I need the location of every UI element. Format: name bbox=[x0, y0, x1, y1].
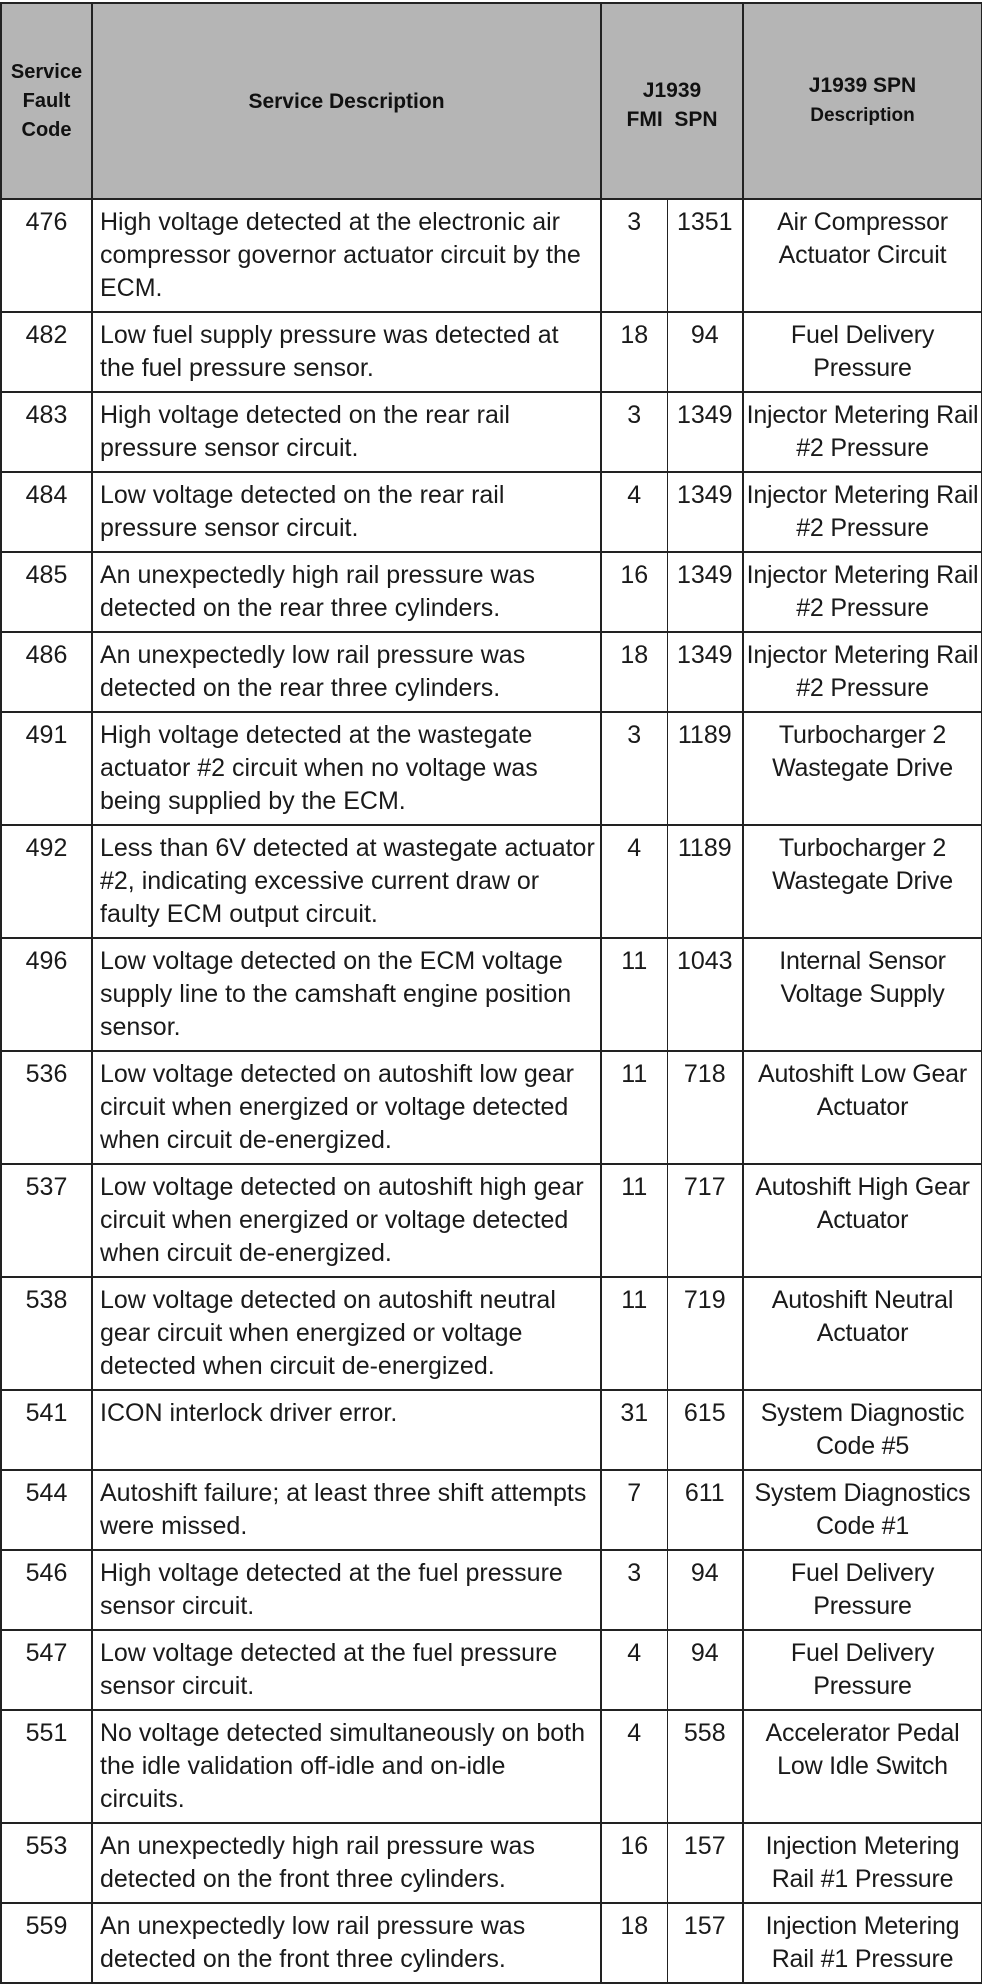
fault-code-cell: 541 bbox=[1, 1390, 92, 1470]
fault-code-cell: 538 bbox=[1, 1277, 92, 1390]
table-body bbox=[1, 199, 982, 1983]
service-description-cell: Low voltage detected on autoshift neutral gear circuit when energized or voltage detected when circuit de-energized. bbox=[92, 1277, 601, 1390]
spn-description-cell: Fuel Delivery Pressure bbox=[743, 312, 982, 392]
service-description-cell: High voltage detected at the electronic air compressor governor actuator circuit by the ECM. bbox=[92, 199, 601, 312]
service-description-cell: Low fuel supply pressure was detected at the fuel pressure sensor. bbox=[92, 312, 601, 392]
table-row bbox=[1, 552, 982, 632]
service-description-cell: Low voltage detected on autoshift low gear circuit when energized or voltage detected when circuit de-energized. bbox=[92, 1051, 601, 1164]
service-description-cell: An unexpectedly low rail pressure was detected on the front three cylinders. bbox=[92, 1903, 601, 1983]
spn-description-cell: Injector Metering Rail #2 Pressure bbox=[743, 472, 982, 552]
spn-description-cell: Autoshift High Gear Actuator bbox=[743, 1164, 982, 1277]
header-service-description: Service Description bbox=[92, 3, 601, 199]
fault-code-cell: 544 bbox=[1, 1470, 92, 1550]
fault-code-cell: 491 bbox=[1, 712, 92, 825]
table-row bbox=[1, 199, 982, 312]
service-description-cell: Low voltage detected at the fuel pressure sensor circuit. bbox=[92, 1630, 601, 1710]
fault-code-cell: 484 bbox=[1, 472, 92, 552]
header-j1939-label: J1939 bbox=[642, 79, 702, 102]
fmi-cell: 3 bbox=[601, 392, 667, 472]
table-row bbox=[1, 1710, 982, 1823]
header-spn-desc-line1: J1939 SPN bbox=[808, 74, 917, 97]
table-row bbox=[1, 1277, 982, 1390]
header-code-line: Code bbox=[21, 118, 72, 141]
spn-cell: 94 bbox=[667, 1550, 743, 1630]
spn-description-cell: Autoshift Low Gear Actuator bbox=[743, 1051, 982, 1164]
fmi-cell: 3 bbox=[601, 1550, 667, 1630]
spn-cell: 157 bbox=[667, 1903, 743, 1983]
spn-cell: 1189 bbox=[667, 825, 743, 938]
fault-code-cell: 486 bbox=[1, 632, 92, 712]
spn-description-cell: System Diagnostic Code #5 bbox=[743, 1390, 982, 1470]
table-header bbox=[1, 3, 982, 199]
table-row bbox=[1, 472, 982, 552]
spn-cell: 1349 bbox=[667, 472, 743, 552]
spn-description-cell: Injection Metering Rail #1 Pressure bbox=[743, 1823, 982, 1903]
fault-code-cell: 483 bbox=[1, 392, 92, 472]
fault-code-cell: 496 bbox=[1, 938, 92, 1051]
spn-cell: 558 bbox=[667, 1710, 743, 1823]
table-row bbox=[1, 312, 982, 392]
service-description-cell: Autoshift failure; at least three shift attempts were missed. bbox=[92, 1470, 601, 1550]
fault-code-table bbox=[0, 2, 982, 1984]
table-row bbox=[1, 1164, 982, 1277]
spn-description-cell: Injector Metering Rail #2 Pressure bbox=[743, 632, 982, 712]
spn-cell: 1349 bbox=[667, 552, 743, 632]
service-description-cell: High voltage detected at the fuel pressure sensor circuit. bbox=[92, 1550, 601, 1630]
fmi-cell: 11 bbox=[601, 1164, 667, 1277]
spn-description-cell: Injector Metering Rail #2 Pressure bbox=[743, 552, 982, 632]
service-description-cell: Low voltage detected on the ECM voltage supply line to the camshaft engine position sensor. bbox=[92, 938, 601, 1051]
spn-cell: 718 bbox=[667, 1051, 743, 1164]
fault-code-cell: 551 bbox=[1, 1710, 92, 1823]
spn-cell: 719 bbox=[667, 1277, 743, 1390]
spn-description-cell: Turbocharger 2 Wastegate Drive bbox=[743, 825, 982, 938]
service-description-cell: High voltage detected at the wastegate actuator #2 circuit when no voltage was being supplied by the ECM. bbox=[92, 712, 601, 825]
spn-cell: 717 bbox=[667, 1164, 743, 1277]
service-description-cell: Low voltage detected on autoshift high gear circuit when energized or voltage detected when circuit de-energized. bbox=[92, 1164, 601, 1277]
fmi-cell: 7 bbox=[601, 1470, 667, 1550]
spn-cell: 1349 bbox=[667, 632, 743, 712]
table-row bbox=[1, 632, 982, 712]
fmi-cell: 3 bbox=[601, 712, 667, 825]
fault-code-cell: 476 bbox=[1, 199, 92, 312]
service-description-cell: No voltage detected simultaneously on both the idle validation off-idle and on-idle circuits. bbox=[92, 1710, 601, 1823]
spn-description-cell: Autoshift Neutral Actuator bbox=[743, 1277, 982, 1390]
table-row bbox=[1, 392, 982, 472]
spn-cell: 94 bbox=[667, 312, 743, 392]
table-row bbox=[1, 1630, 982, 1710]
fmi-cell: 4 bbox=[601, 1630, 667, 1710]
fmi-cell: 16 bbox=[601, 552, 667, 632]
table-row bbox=[1, 825, 982, 938]
fault-code-cell: 547 bbox=[1, 1630, 92, 1710]
fmi-cell: 4 bbox=[601, 825, 667, 938]
service-description-cell: An unexpectedly high rail pressure was detected on the front three cylinders. bbox=[92, 1823, 601, 1903]
spn-description-cell: Internal Sensor Voltage Supply bbox=[743, 938, 982, 1051]
table-row bbox=[1, 1550, 982, 1630]
fmi-cell: 11 bbox=[601, 1051, 667, 1164]
spn-cell: 1351 bbox=[667, 199, 743, 312]
table-row bbox=[1, 1823, 982, 1903]
header-j1939-spn-description bbox=[743, 3, 982, 199]
table-row bbox=[1, 712, 982, 825]
fault-code-cell: 553 bbox=[1, 1823, 92, 1903]
service-description-cell: Less than 6V detected at wastegate actuator #2, indicating excessive current draw or faulty ECM output circuit. bbox=[92, 825, 601, 938]
fault-code-cell: 546 bbox=[1, 1550, 92, 1630]
header-spn-desc-line2: Description bbox=[810, 105, 915, 126]
fmi-cell: 11 bbox=[601, 1277, 667, 1390]
header-code-line: Service bbox=[10, 60, 83, 83]
spn-description-cell: System Diagnostics Code #1 bbox=[743, 1470, 982, 1550]
header-spn-label: SPN bbox=[674, 108, 718, 131]
spn-cell: 1349 bbox=[667, 392, 743, 472]
service-description-cell: Low voltage detected on the rear rail pressure sensor circuit. bbox=[92, 472, 601, 552]
fmi-cell: 4 bbox=[601, 472, 667, 552]
fault-code-cell: 485 bbox=[1, 552, 92, 632]
fmi-cell: 18 bbox=[601, 1903, 667, 1983]
fault-code-cell: 536 bbox=[1, 1051, 92, 1164]
header-code-line: Fault bbox=[22, 89, 71, 112]
header-j1939-fmi-spn bbox=[601, 3, 743, 199]
spn-cell: 611 bbox=[667, 1470, 743, 1550]
fmi-cell: 31 bbox=[601, 1390, 667, 1470]
spn-cell: 1189 bbox=[667, 712, 743, 825]
spn-cell: 94 bbox=[667, 1630, 743, 1710]
spn-description-cell: Accelerator Pedal Low Idle Switch bbox=[743, 1710, 982, 1823]
spn-description-cell: Turbocharger 2 Wastegate Drive bbox=[743, 712, 982, 825]
fault-code-cell: 559 bbox=[1, 1903, 92, 1983]
service-description-cell: An unexpectedly low rail pressure was detected on the rear three cylinders. bbox=[92, 632, 601, 712]
spn-description-cell: Injection Metering Rail #1 Pressure bbox=[743, 1903, 982, 1983]
spn-description-cell: Fuel Delivery Pressure bbox=[743, 1550, 982, 1630]
spn-description-cell: Injector Metering Rail #2 Pressure bbox=[743, 392, 982, 472]
service-description-cell: ICON interlock driver error. bbox=[92, 1390, 601, 1470]
table-row bbox=[1, 1390, 982, 1470]
spn-cell: 615 bbox=[667, 1390, 743, 1470]
fault-code-cell: 492 bbox=[1, 825, 92, 938]
fmi-cell: 18 bbox=[601, 312, 667, 392]
fmi-cell: 11 bbox=[601, 938, 667, 1051]
table-row bbox=[1, 1470, 982, 1550]
spn-description-cell: Fuel Delivery Pressure bbox=[743, 1630, 982, 1710]
spn-cell: 157 bbox=[667, 1823, 743, 1903]
spn-cell: 1043 bbox=[667, 938, 743, 1051]
fmi-cell: 3 bbox=[601, 199, 667, 312]
table-row bbox=[1, 938, 982, 1051]
fmi-cell: 16 bbox=[601, 1823, 667, 1903]
fmi-cell: 18 bbox=[601, 632, 667, 712]
header-service-fault-code bbox=[1, 3, 92, 199]
fmi-cell: 4 bbox=[601, 1710, 667, 1823]
table-row bbox=[1, 1903, 982, 1983]
header-fmi-label: FMI bbox=[626, 108, 663, 131]
spn-description-cell: Air Compressor Actuator Circuit bbox=[743, 199, 982, 312]
service-description-cell: High voltage detected on the rear rail pressure sensor circuit. bbox=[92, 392, 601, 472]
table-row bbox=[1, 1051, 982, 1164]
header-fmi-spn-labels bbox=[602, 105, 742, 134]
fault-code-cell: 537 bbox=[1, 1164, 92, 1277]
fault-code-cell: 482 bbox=[1, 312, 92, 392]
service-description-cell: An unexpectedly high rail pressure was detected on the rear three cylinders. bbox=[92, 552, 601, 632]
